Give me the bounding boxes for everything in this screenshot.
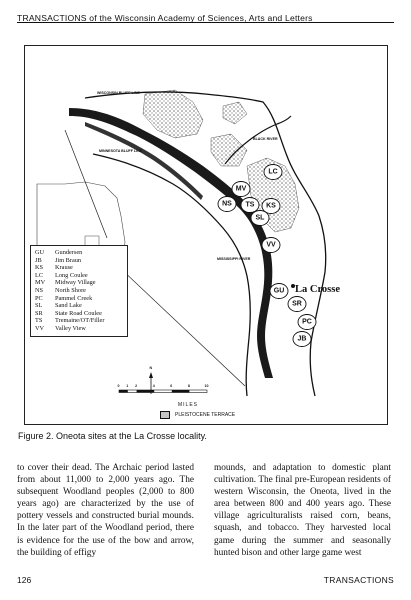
- site-label-mv: MV: [235, 185, 247, 193]
- scale-unit-label: MILES: [178, 402, 199, 408]
- site-label-gu: GU: [273, 287, 285, 295]
- scale-bar: [118, 384, 209, 393]
- site-ns: [218, 197, 236, 212]
- running-header: [17, 8, 394, 23]
- legend-row: [35, 295, 123, 303]
- oneota-sites-map: [25, 46, 389, 426]
- site-label-pc: PC: [302, 318, 312, 326]
- legend-name: Jim Braun: [55, 256, 82, 264]
- site-lc: [264, 165, 282, 180]
- site-legend: [30, 245, 128, 337]
- legend-code: MV: [35, 279, 46, 287]
- site-label-vv: VV: [266, 241, 276, 249]
- scale-tick-0: 0: [117, 384, 120, 388]
- legend-name: Sand Lake: [55, 302, 82, 310]
- site-label-lc: LC: [268, 168, 278, 176]
- site-ts: [241, 198, 259, 213]
- scale-tick-10: 10: [204, 384, 209, 388]
- label-wisconsin-bluff: WISCONSIN BLUFF LINE: [97, 91, 140, 95]
- terrace-key: [160, 411, 235, 419]
- scale-tick-8: 8: [187, 384, 190, 388]
- terrace-label: PLEISTOCENE TERRACE: [175, 412, 236, 418]
- legend-name: State Road Coulee: [55, 309, 102, 317]
- site-sr: [288, 297, 306, 312]
- scale-tick-1: 1: [126, 384, 129, 388]
- legend-row: [35, 317, 123, 325]
- legend-row: [35, 287, 123, 295]
- scale-tick-2: 2: [135, 384, 138, 388]
- legend-row: [35, 264, 123, 272]
- scale-tick-6: 6: [170, 384, 173, 388]
- site-vv: [262, 238, 280, 253]
- site-gu: [270, 284, 288, 299]
- scale-tick-4: 4: [152, 384, 155, 388]
- legend-row: [35, 257, 123, 265]
- site-label-ks: KS: [266, 202, 276, 210]
- map-figure: [24, 45, 388, 425]
- legend-row: [35, 325, 123, 333]
- figure-caption: Figure 2. Oneota sites at the La Crosse locality.: [18, 431, 207, 441]
- legend-row: [35, 249, 123, 257]
- zoom-line-top: [65, 130, 107, 238]
- legend-code: SL: [35, 302, 43, 310]
- legend-code: JB: [35, 256, 42, 264]
- label-black-river: BLACK RIVER: [253, 137, 278, 141]
- label-mississippi: MISSISSIPPI RIVER: [217, 257, 251, 261]
- site-label-ts: TS: [245, 201, 255, 209]
- legend-name: Pammel Creek: [55, 294, 93, 302]
- site-label-ns: NS: [222, 200, 232, 208]
- legend-name: Midway Village: [55, 279, 96, 287]
- la-crosse-label: La Crosse: [295, 284, 341, 295]
- body-column-right: mounds, and adaptation to domestic plant cultivation. The final pre-European residents of western Wisconsin, the Oneota, lived in the area between 800 and 400 years ago. These village agriculturalists raised corn, beans, squash, and tobacco. They harvested local game during the summer and seasonally hunted bison and other large game west: [214, 463, 391, 558]
- legend-code: SR: [35, 309, 43, 317]
- legend-code: LC: [35, 271, 44, 279]
- site-label-jb: JB: [297, 335, 307, 343]
- site-jb: [293, 332, 311, 347]
- legend-name: Gundersen: [55, 249, 83, 256]
- legend-name: Valley View: [55, 324, 86, 332]
- legend-row: [35, 310, 123, 318]
- legend-code: TS: [35, 317, 43, 325]
- legend-row: [35, 272, 123, 280]
- legend-row: [35, 279, 123, 287]
- site-sl: [251, 211, 269, 226]
- legend-name: North Shore: [55, 286, 86, 294]
- legend-code: KS: [35, 264, 44, 272]
- site-label-sr: SR: [292, 300, 302, 308]
- legend-name: Tremaine/OT/Filler: [55, 317, 105, 325]
- body-column-left: to cover their dead. The Archaic period lasted from about 11,000 to 2,000 years ago. The subsequent Woodland peoples (2,000 to 800 years ago) are characterized by the use of pottery vessels and constructed burial mounds. In the later part of the Woodland period, there is evidence for the use of the bow and arrow, the building of effigy: [17, 463, 194, 558]
- header-title: TRANSACTIONS of the Wisconsin Academy of Sciences, Arts and Letters: [17, 13, 313, 23]
- legend-row: [35, 302, 123, 310]
- footer-journal: TRANSACTIONS: [323, 575, 394, 585]
- legend-code: NS: [35, 286, 44, 294]
- legend-code: VV: [35, 324, 45, 332]
- site-mv: [232, 182, 250, 197]
- north-label: N: [149, 366, 153, 370]
- legend-name: Long Coulee: [55, 271, 88, 279]
- label-minnesota-bluff: MINNESOTA BLUFF LINE: [99, 149, 143, 153]
- page-number: 126: [17, 575, 32, 585]
- legend-code: GU: [35, 249, 45, 256]
- site-pc: [298, 315, 316, 330]
- legend-code: PC: [35, 294, 43, 302]
- terrace-swatch-icon: [160, 411, 170, 419]
- site-label-sl: SL: [255, 214, 265, 222]
- legend-name: Krause: [55, 264, 73, 272]
